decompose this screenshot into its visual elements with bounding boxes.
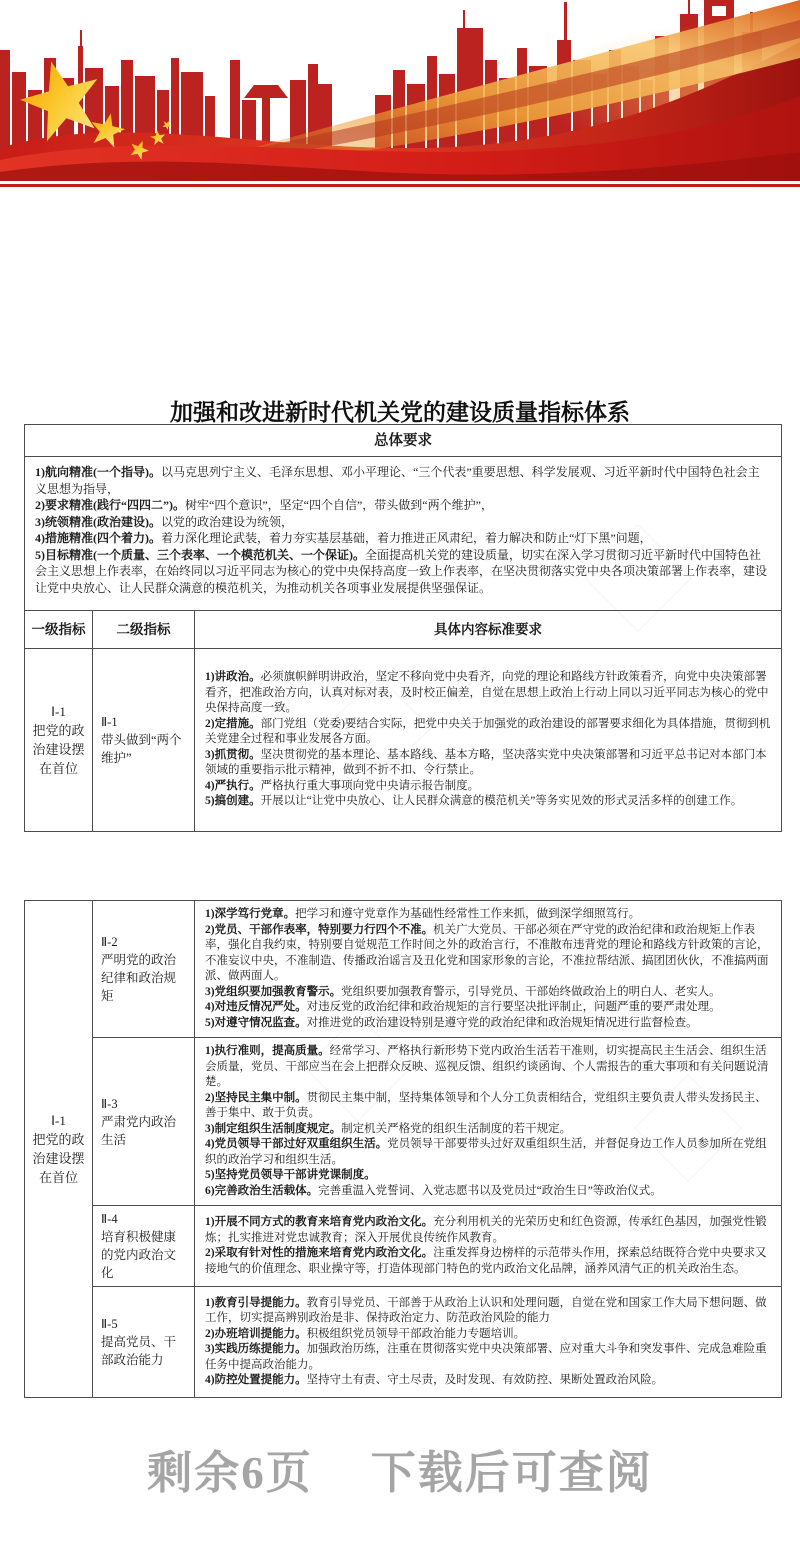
- spec-item-lead: 2)坚持民主集中制。: [205, 1091, 307, 1104]
- table-row: [93, 1287, 781, 1397]
- level2-cell: [93, 649, 195, 831]
- level2-label: 培育积极健康的党内政治文化: [101, 1230, 177, 1280]
- level1-code: Ⅰ-1: [51, 704, 66, 719]
- table-row: [93, 1038, 781, 1206]
- spec-item-lead: 6)完善政治生活载体。: [205, 1184, 319, 1197]
- spec-cell: [195, 1287, 781, 1397]
- spec-item: [205, 1137, 773, 1168]
- column-header-row: [25, 611, 781, 649]
- level2-label: 带头做到“两个维护”: [101, 733, 182, 765]
- overall-item-text: 着力深化理论武装，着力夯实基层基础，着力推进正风肃纪，着力解决和防止“灯下黑”问题，: [161, 531, 652, 545]
- spec-item-lead: 2)办班培训提能力。: [205, 1327, 307, 1340]
- spec-item-lead: 2)采取有针对性的措施来培育党内政治文化。: [205, 1247, 434, 1259]
- spec-item-lead: 1)执行准则，提高质量。: [205, 1045, 330, 1057]
- spec-item: [205, 923, 773, 985]
- level2-code: Ⅱ-4: [101, 1212, 118, 1226]
- spec-item-lead: 1)教育引导提能力。: [205, 1296, 307, 1309]
- overall-item: [35, 497, 771, 514]
- level2-code: Ⅱ-3: [101, 1096, 118, 1111]
- indicator-rows: [93, 901, 781, 1397]
- overall-item-text: 树牢“四个意识”，坚定“四个自信”，带头做到“两个维护”，: [185, 498, 493, 512]
- spec-item: [205, 985, 773, 1001]
- spec-item: [205, 1122, 773, 1138]
- spec-item: [205, 1296, 773, 1327]
- overall-item-lead: 2)要求精准(践行“四四二”)。: [35, 498, 185, 512]
- spec-item-lead: 5)搞创建。: [205, 795, 261, 808]
- level1-label: 把党的政治建设摆在首位: [32, 723, 85, 776]
- spec-item-lead: 3)党组织要加强教育警示。: [205, 985, 342, 998]
- overall-item: [35, 464, 771, 497]
- spec-item-lead: 4)对违反情况严处。: [205, 1001, 307, 1013]
- spec-item-text: 坚决贯彻党的基本理论、基本路线、基本方略，坚决落实党中央决策部署和习近平总书记对本部门本领域的重要指示批示精神，做到不折不扣、令行禁止。: [205, 748, 767, 777]
- spec-item-text: 加强政治历练，注重在贯彻落实党中央决策部署、应对重大斗争和突发事件、完成急难险重任务中提高政治能力。: [205, 1343, 767, 1371]
- level2-cell: [93, 901, 195, 1037]
- overall-item-lead: 3)统领精准(政治建设)。: [35, 514, 161, 529]
- level2-label: 严肃党内政治生活: [101, 1114, 177, 1147]
- spec-item-text: 经常学习、严格执行新形势下党内政治生活若干准则，切实提高民主生活会、组织生活会质量，党员、干部应当在会上把群众反映、巡视反馈、组织约谈函询、个人需报告的重大事项和有关问题说清楚。: [205, 1045, 769, 1088]
- spec-item-lead: 4)严执行。: [205, 779, 261, 792]
- col-header-level2: 二级指标: [93, 611, 195, 648]
- overall-header: 总体要求: [25, 425, 781, 457]
- level2-label: 严明党的政治纪律和政治规矩: [101, 953, 177, 1003]
- spec-item: [205, 1091, 773, 1122]
- spec-cell: [195, 1038, 781, 1205]
- spec-item-lead: 4)党员领导干部过好双重组织生活。: [205, 1138, 388, 1150]
- level2-code: Ⅱ-5: [101, 1317, 118, 1331]
- spec-item-lead: 2)定措施。: [205, 717, 261, 730]
- spec-item-text: 积极组织党员领导干部政治能力专题培训。: [306, 1327, 526, 1340]
- download-note: 下载后可查阅: [370, 1448, 653, 1498]
- spec-item-text: 制定机关严格党的组织生活制度的若干规定。: [341, 1122, 572, 1135]
- level2-cell: [93, 1038, 195, 1205]
- level1-cell: [25, 901, 93, 1397]
- spec-item: [205, 794, 773, 810]
- spec-item: [205, 1246, 773, 1277]
- spec-item: [205, 748, 773, 779]
- spec-item-text: 党组织要加强教育警示，引导党员、干部始终做政治上的明白人、老实人。: [341, 985, 721, 998]
- spec-item-text: 必须旗帜鲜明讲政治，坚定不移向党中央看齐，向党的理论和路线方针政策看齐，向党中央决策部署看齐，把准政治方向，认真对标对表，及时校正偏差，自觉在思想上政治上行动上同以习近平同志为核心的党中央保持高度一致。: [205, 671, 769, 715]
- spec-cell: [195, 1206, 781, 1286]
- spec-cell: [195, 649, 781, 831]
- spec-item: [205, 907, 773, 923]
- spec-item-text: 贯彻民主集中制，坚持集体领导和个人分工负责相结合，党组织主要负责人带头发扬民主、善于集中、敢于负责。: [205, 1091, 767, 1119]
- overall-item: [35, 514, 771, 531]
- spec-item-text: 对推进党的政治建设特别是遵守党的政治纪律和政治规矩情况进行监督检查。: [306, 1016, 698, 1029]
- spec-item-lead: 1)讲政治。: [205, 671, 261, 684]
- overall-item-text: 以党的政治建设为统领，: [161, 514, 294, 529]
- spec-item-text: 注重发挥身边榜样的示范带头作用，探索总结既符合党中央要求又接地气的价值理念、职业操守等，打造体现部门特色的党内政治文化品牌，涵养风清气正的机关政治生态。: [205, 1247, 767, 1275]
- spec-item-lead: 2)党员、干部作表率，特别要力行四个不准。: [205, 923, 434, 936]
- spec-item-lead: 3)制定组织生活制度规定。: [205, 1122, 342, 1135]
- spec-item-lead: 5)坚持党员领导干部讲党课制度。: [205, 1169, 376, 1181]
- remaining-pages-count: 剩余6页: [147, 1448, 313, 1498]
- banner-bottom-line: [0, 184, 800, 187]
- overall-item-lead: 1)航向精准(一个指导)。: [35, 465, 161, 479]
- spec-item: [205, 1342, 773, 1373]
- spec-item: [205, 1016, 773, 1032]
- spec-item-text: 部门党组（党委)要结合实际，把党中央关于加强党的政治建设的部署要求细化为具体措施，贯彻到机关党建全过程和事业发展各方面。: [205, 717, 771, 746]
- spec-item-text: 坚持守土有责、守土尽责，及时发现、有效防控、果断处置政治风险。: [306, 1374, 664, 1386]
- spec-item: [205, 1000, 773, 1016]
- spec-item-text: 机关广大党员、干部必须在严守党的政治纪律和政治规矩上作表率，强化自我约束，特别要自觉规范工作时间之外的政治言行，不准散布违背党的理论和路线方针政策的言论，不准妄议中央，不准制造、传播政治谣言及丑化党和国家形象的言论，不准拉帮结派、搞团团伙伙，不准搞两面派、做两面人。: [205, 923, 769, 982]
- spec-item-text: 党员领导干部要带头过好双重组织生活，并督促身边工作人员参加所在党组织的政治学习和组织生活。: [205, 1138, 767, 1166]
- spec-item: [205, 1044, 773, 1091]
- spec-item: [205, 1215, 773, 1246]
- table-row: [25, 649, 781, 831]
- spec-item: [205, 1168, 773, 1184]
- remaining-pages-note: [0, 1436, 800, 1501]
- spec-item-text: 对违反党的政治纪律和政治规矩的言行要坚决批评制止，问题严重的要严肃处理。: [306, 1001, 721, 1013]
- overall-item-lead: 4)措施精准(四个着力)。: [35, 531, 161, 545]
- col-header-level1: 一级指标: [25, 611, 93, 648]
- level2-code: Ⅱ-2: [101, 935, 118, 949]
- spec-item-lead: 5)对遵守情况监查。: [205, 1016, 307, 1029]
- spec-item: [205, 1184, 773, 1200]
- spec-item: [205, 717, 773, 748]
- spec-cell: [195, 901, 781, 1037]
- spec-item-text: 严格执行重大事项向党中央请示报告制度。: [260, 779, 480, 792]
- spec-item: [205, 779, 773, 795]
- overall-requirements-table: [24, 424, 782, 832]
- overall-item: [35, 547, 771, 597]
- spec-item-lead: 4)防控处置提能力。: [205, 1374, 307, 1386]
- spec-item-text: 把学习和遵守党章作为基础性经常性工作来抓，做到深学细照笃行。: [295, 908, 641, 920]
- spec-item-lead: 3)抓贯彻。: [205, 748, 261, 761]
- spec-item-lead: 1)开展不同方式的教育来培育党内政治文化。: [205, 1216, 434, 1228]
- table-row: [93, 1206, 781, 1287]
- level1-cell: [25, 649, 93, 831]
- spec-item: [205, 670, 773, 717]
- page-title: 加强和改进新时代机关党的建设质量指标体系: [170, 399, 630, 425]
- overall-text-block: [25, 457, 781, 611]
- overall-item-lead: 5)目标精准(一个质量、三个表率、一个模范机关、一个保证)。: [35, 547, 365, 562]
- spec-item: [205, 1373, 773, 1389]
- spec-item-lead: 3)实践历练提能力。: [205, 1343, 307, 1355]
- level2-label: 提高党员、干部政治能力: [101, 1335, 177, 1367]
- level2-cell: [93, 1287, 195, 1397]
- table-row: [93, 901, 781, 1038]
- spec-item-text: 教育引导党员、干部善于从政治上认识和处理问题，自觉在党和国家工作大局下想问题、做工作，切实提高辨别政治是非、保持政治定力、防范政治风险的能力: [205, 1296, 767, 1324]
- col-header-spec: 具体内容标准要求: [434, 621, 542, 637]
- overall-item-text: 全面提高机关党的建设质量，切实在深入学习贯彻习近平新时代中国特色社会主义思想上作表率，在始终同以习近平同志为核心的党中央保持高度一致上作表率，在坚决贯彻落实党中央各项决策部署上作表率，建设让党中央放心、让人民群众满意的模范机关，为推动机关各项事业发展提供坚强保证。: [35, 547, 768, 595]
- level2-cell: [93, 1206, 195, 1286]
- indicator-table: [24, 900, 782, 1398]
- spec-item-text: 完善重温入党誓词、入党志愿书以及党员过“政治生日”等政治仪式。: [318, 1184, 662, 1197]
- spec-item: [205, 1327, 773, 1343]
- overall-item-text: 以马克思列宁主义、毛泽东思想、邓小平理论、“三个代表”重要思想、科学发展观、习近平新时代中国特色社会主义思想为指导，: [35, 465, 760, 496]
- level2-code: Ⅱ-1: [101, 715, 118, 729]
- spec-item-lead: 1)深学笃行党章。: [205, 908, 296, 920]
- banner-graphic: [0, 0, 800, 190]
- overall-item: [35, 530, 771, 547]
- spec-item-text: 充分利用机关的光荣历史和红色资源，传承红色基因，加强党性锻炼；扎实推进对党忠诚教育；深入开展优良传统作风教育。: [205, 1216, 767, 1244]
- level1-label: 把党的政治建设摆在首位: [32, 1132, 85, 1185]
- level1-code: Ⅰ-1: [51, 1113, 66, 1128]
- spec-item-text: 开展以让“让党中央放心、让人民群众满意的模范机关”等务实见效的形式灵活多样的创建工作。: [260, 795, 743, 808]
